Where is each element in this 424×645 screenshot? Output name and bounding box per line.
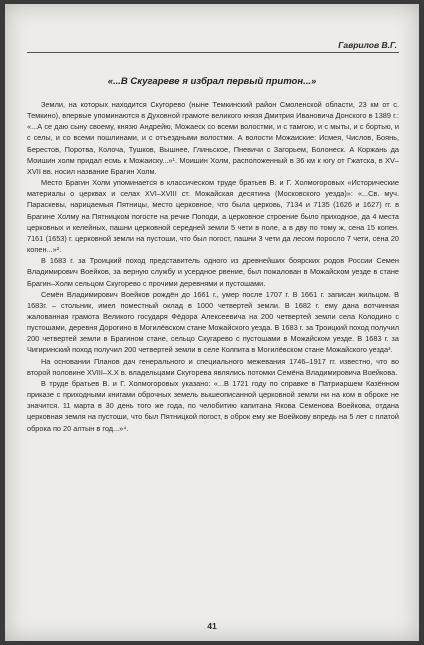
paragraph: В труде братьев В. и Г. Холмогоровых указано: «...В 1721 году по справке в Патриаршем Казённом приказе с приходными книгами оброчных земель вышеописанной церковной земли ни на ком в оброке не значится. 11 марта в 30 день того же года, по челобитию капитана Якова Семенова Воейкова, отдана церковная земля на пустоши, что был Пятницкой погост, в оброк ему же Воейкову впредь на 5 лет с платой оброка по 20 алтын в год...»⁴.: [27, 378, 399, 433]
header-rule: [27, 52, 399, 53]
body-text: [27, 99, 399, 434]
paragraph: Земли, на которых находится Скугорево (ныне Темкинский район Смоленской области, 23 км от с. Темкино), впервые упоминаются в Духовной грамоте великого князя Дмитрия Ивановича Донского в 1389 г.: «...А се даю сыну своему, князю Андрейю, Можаеск со всеми волостми, и с тамгою, и с мыты, и с бортью, и с селы, и со всеми пошлинами, и с отъездными волостми. А волости Можаиские: Исмея, Числов, Боянь, Берестов, Поротва, Колоча, Тушков, Вышнее, Глиньское, Пневичи с Загорьем, Болонеск. А Коржань да Моишин холм придал есмь к Можаиску...»¹. Моишин Холм, расположенный в 36 км к югу от Гжатска, в XV–XVII вв. носил название Брагин Холм.: [27, 100, 399, 176]
book-page: [5, 4, 419, 641]
running-header-author: Гаврилов В.Г.: [338, 40, 397, 50]
paragraph: На основании Планов дач генерального и специального межевания 1746–1917 гг. известно, что во второй половине XVIII–X.X в. владельцами Скугорева являлись потомки Семёна Владимировича Воейкова.: [27, 356, 399, 377]
paragraph: В 1683 г. за Троицкий поход представитель одного из древнейших боярских родов России Семен Владимирович Воейков, за верную службу и усердное рвение, был пожалован в Можайском уезде в стане Брагин–Холм сельцом Скугорево с прочими деревнями и пустошами.: [27, 256, 399, 288]
paragraph: Семён Владимирович Воейков рождён до 1661 г., умер после 1707 г. В 1661 г. записан жильцом. В 1683г. – стольник, имел поместный оклад в 1000 четвертей земли. В 1682 г. ему дана вотчинная жалованная грамота Великого государя Фёдора Алексеевича на 200 четвертей земли села Колодино с пустошами, деревня Дорогино в Могилёвском стане Можайского уезда. В 1683 г. за Троицкий поход получил 200 четвертей земли в Брагином стане, сельцо Скугарево с пустошами в Можайском уезде. В 1683 г. за Чигиринский поход получил 200 четвертей земли в селе Колпита в Могилёвском стане Можайского уезда³.: [27, 289, 399, 355]
paragraph: Место Брагин Холм упоминается в классическом труде братьев В. и Г. Холмогоровых «Исторические материалы о церквах и селах XVI–XVIII ст. Можайская десятина (Московского уезда)»: «...Св. муч. Параскевы, нарицаемыя Пятницы, место церковное, что была церковь, 7134 и 7135 (1626 и 1627) гг. в Брагине Холму на Пятницком погосте на речке Поподи, а церковное строение было приходное, да 4 места церковных и келейных, пашни церковной середней земли 5 чети в поле, а в дву по тому ж, сена 15 копен. 7161 (1653) г. церковной земли на пустоши, что был погост, пашни 3 чети да лесом поросло 7 чети, сена 20 копен...»².: [27, 178, 399, 255]
page-number: 41: [207, 621, 217, 631]
section-title: «...В Скугареве я избрал первый притон...»: [107, 76, 317, 87]
